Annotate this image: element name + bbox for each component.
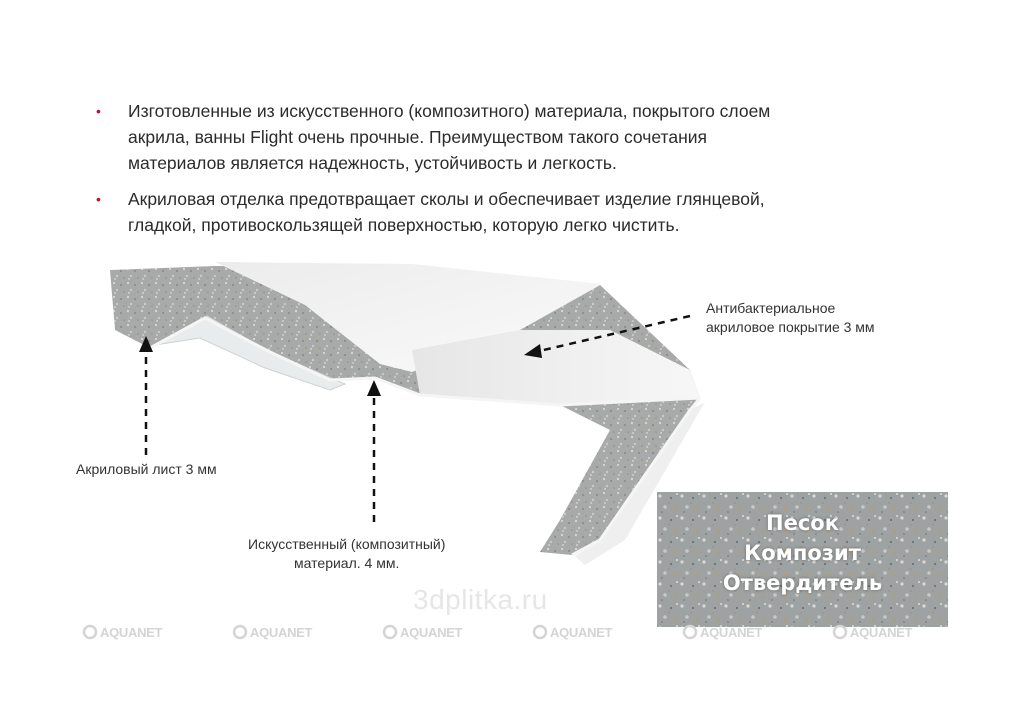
brand-watermark	[532, 624, 612, 640]
arrowhead-composite	[367, 380, 381, 396]
feature-line: Акриловая отделка предотвращает сколы и обеспечивает изделие глянцевой,	[128, 189, 765, 209]
feature-list	[96, 98, 916, 248]
label-line: материал. 4 мм.	[294, 555, 400, 571]
bullet-marker: •	[96, 103, 101, 119]
material-swatch	[657, 492, 948, 627]
feature-item-strength	[96, 98, 916, 176]
label-line: Антибактериальное	[706, 300, 836, 316]
brand-name: AQUANET	[700, 625, 763, 640]
brand-name: AQUANET	[550, 625, 613, 640]
bullet-marker: •	[96, 191, 101, 207]
swatch-line-composite: Композит	[744, 541, 861, 565]
aquanet-logo-icon	[232, 624, 248, 640]
label-acrylic-sheet	[76, 460, 217, 479]
aquanet-logo-icon	[382, 624, 398, 640]
feature-line: Изготовленные из искусственного (композитного) материала, покрытого слоем	[128, 101, 771, 121]
site-watermark: 3dplitka.ru	[413, 584, 548, 615]
brand-watermark	[232, 624, 312, 640]
label-composite-material	[248, 535, 445, 573]
feature-line: акрила, ванны Flight очень прочные. Преимуществом такого сочетания	[128, 127, 708, 147]
brand-name: AQUANET	[250, 625, 313, 640]
aquanet-logo-icon	[82, 624, 98, 640]
aquanet-logo-icon	[832, 624, 848, 640]
swatch-line-hardener: Отвердитель	[722, 571, 883, 595]
aquanet-logo-icon	[682, 624, 698, 640]
brand-name: AQUANET	[100, 625, 163, 640]
brand-watermark	[82, 624, 162, 640]
feature-item-finish	[96, 186, 916, 238]
brand-watermark	[682, 624, 762, 640]
brand-watermark	[832, 624, 912, 640]
label-line: акриловое покрытие 3 мм	[706, 319, 875, 335]
brand-name: AQUANET	[400, 625, 463, 640]
feature-line: материалов является надежность, устойчивость и легкость.	[128, 153, 617, 173]
label-line: Искусственный (композитный)	[248, 536, 446, 552]
label-line: Акриловый лист 3 мм	[76, 461, 217, 477]
label-acrylic-coating	[706, 299, 875, 337]
feature-line: гладкой, противоскользящей поверхностью, которую легко чистить.	[128, 215, 680, 235]
brand-name: AQUANET	[850, 625, 913, 640]
aquanet-logo-icon	[532, 624, 548, 640]
swatch-line-sand: Песок	[766, 511, 839, 535]
swatch-caption	[657, 508, 948, 598]
brand-watermark	[382, 624, 462, 640]
